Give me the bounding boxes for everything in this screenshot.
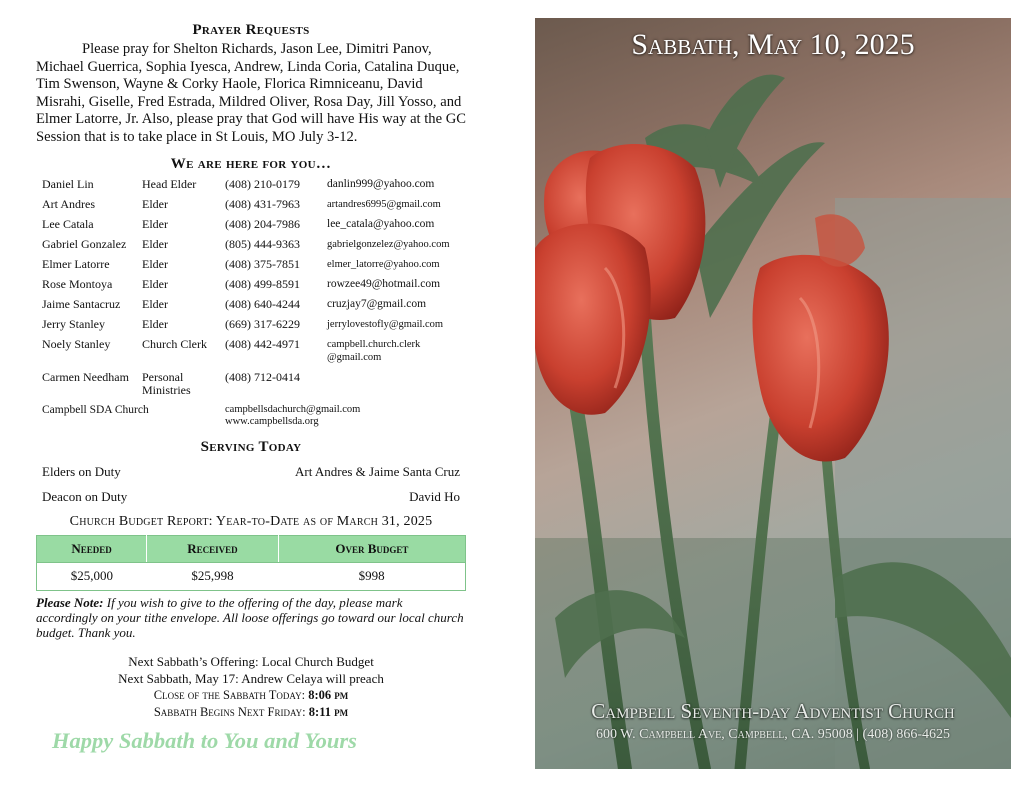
church-contact-links	[225, 404, 466, 429]
contact-row	[36, 278, 466, 291]
budget-value-received: $25,998	[147, 562, 279, 590]
contact-role: Elder	[142, 296, 168, 311]
contact-role: Elder	[142, 276, 168, 291]
note-text: If you wish to give to the offering of the day, please mark accordingly on your tithe envelope. All loose offerings go toward our local church budget. Thank you.	[36, 594, 464, 640]
cover-church-address: 600 W. Campbell Ave, Campbell, CA. 95008 | (408) 866-4625	[595, 727, 951, 742]
prayer-requests-body: Please pray for Shelton Richards, Jason Lee, Dimitri Panov, Michael Guerrica, Sophia Iyesca, Andrew, Linda Coria, Catalina Duque, Tim Swenson, Wayne & Corky Haole, Florica Rimniceanu, David Misrahi, Giselle, Fred Estrada, Mildred Oliver, Rosa Day, Jill Yosso, and Elmer Latorre, Jr. Also, please pray that God will have His way at the GC Session that is to take place in St Louis, MO July 3-12.	[36, 41, 467, 145]
contact-email[interactable]: danlin999@yahoo.com	[327, 177, 435, 190]
contact-email[interactable]: artandres6995@gmail.com	[327, 198, 441, 210]
contact-row	[36, 178, 466, 191]
contact-row	[36, 238, 466, 251]
contact-phone: (408) 640-4244	[225, 296, 300, 311]
contact-role: Personal Ministries	[142, 369, 191, 397]
budget-report-title: Church Budget Report: Year-to-Date as of March 31, 2025	[69, 513, 433, 529]
contact-phone: (669) 317-6229	[225, 316, 300, 331]
budget-header-needed: Needed	[37, 535, 147, 562]
budget-header-over: Over Budget	[278, 535, 465, 562]
contact-email[interactable]: jerrylovestofly@gmail.com	[327, 318, 444, 330]
contact-role: Church Clerk	[142, 336, 207, 351]
begin-time: 8:11 pm	[308, 704, 349, 719]
contact-name: Elmer Latorre	[42, 256, 110, 271]
contact-role: Elder	[142, 256, 168, 271]
happy-sabbath-greeting: Happy Sabbath to You and Yours	[52, 728, 357, 753]
note-label: Please Note:	[36, 594, 104, 610]
church-email[interactable]: campbellsdachurch@gmail.com	[225, 403, 361, 415]
contact-row	[36, 258, 466, 271]
contact-name: Gabriel Gonzalez	[42, 236, 127, 251]
duty-label: Deacon on Duty	[42, 488, 128, 504]
contact-name: Lee Catala	[42, 216, 94, 231]
budget-value-row	[37, 562, 466, 590]
contact-name: Rose Montoya	[42, 276, 113, 291]
budget-value-over: $998	[278, 562, 465, 590]
red-tulips-photo	[535, 18, 1011, 769]
close-time: 8:06 pm	[308, 687, 349, 702]
begin-label: Sabbath Begins Next Friday:	[153, 704, 306, 719]
contacts-title: We are here for you…	[170, 155, 332, 172]
next-offering: Next Sabbath’s Offering: Local Church Budget	[128, 653, 374, 669]
church-contact-row	[36, 404, 466, 429]
duty-row-deacon	[36, 489, 466, 505]
sabbath-begin-line	[36, 704, 466, 721]
budget-value-needed: $25,000	[37, 562, 147, 590]
contact-phone: (408) 499-8591	[225, 276, 300, 291]
close-label: Close of the Sabbath Today:	[153, 687, 306, 702]
offering-note	[36, 595, 466, 640]
contact-email[interactable]: rowzee49@hotmail.com	[327, 277, 441, 290]
budget-header-received: Received	[147, 535, 279, 562]
sabbath-close-line	[36, 687, 466, 704]
contact-phone: (408) 442-4971	[225, 336, 300, 351]
next-sabbath-info	[36, 653, 466, 721]
contact-phone: (805) 444-9363	[225, 236, 300, 251]
contact-name: Carmen Needham	[42, 369, 129, 384]
cover-date-title: Sabbath, May 10, 2025	[631, 28, 915, 61]
next-preacher: Next Sabbath, May 17: Andrew Celaya will preach	[118, 670, 384, 686]
contact-name: Daniel Lin	[42, 176, 94, 191]
duty-value: David Ho	[409, 488, 460, 504]
contact-row	[36, 198, 466, 211]
duty-row-elders	[36, 464, 466, 480]
bulletin-left-panel	[36, 22, 466, 721]
contact-row	[36, 338, 466, 364]
contact-name: Jerry Stanley	[42, 316, 105, 331]
cover-panel	[535, 18, 1011, 769]
contact-role: Elder	[142, 316, 168, 331]
serving-today-title: Serving Today	[200, 438, 302, 455]
contact-name: Noely Stanley	[42, 336, 111, 351]
contact-phone: (408) 375-7851	[225, 256, 300, 271]
contact-email[interactable]: gabrielgonzelez@yahoo.com	[327, 238, 450, 250]
contact-row	[36, 218, 466, 231]
contact-row	[36, 371, 466, 397]
contact-email[interactable]: lee_catala@yahoo.com	[327, 217, 435, 230]
contact-email[interactable]: elmer_latorre@yahoo.com	[327, 258, 440, 270]
contact-phone: (408) 204-7986	[225, 216, 300, 231]
prayer-requests-title: Prayer Requests	[192, 22, 310, 38]
contact-role: Elder	[142, 216, 168, 231]
contact-role: Elder	[142, 236, 168, 251]
duty-value: Art Andres & Jaime Santa Cruz	[295, 463, 460, 479]
contact-phone: (408) 210-0179	[225, 176, 300, 191]
contact-name: Jaime Santacruz	[42, 296, 121, 311]
contact-phone: (408) 431-7963	[225, 196, 300, 211]
contact-row	[36, 298, 466, 311]
contact-row	[36, 318, 466, 331]
church-website[interactable]: www.campbellsda.org	[225, 416, 319, 428]
contact-email[interactable]: cruzjay7@gmail.com	[327, 297, 427, 310]
cover-church-name: Campbell Seventh-day Adventist Church	[591, 699, 955, 723]
contacts-roster	[36, 178, 466, 397]
duty-label: Elders on Duty	[42, 463, 121, 479]
contact-role: Elder	[142, 196, 168, 211]
contact-role: Head Elder	[142, 176, 197, 191]
contact-phone: (408) 712-0414	[225, 369, 300, 384]
contact-name: Art Andres	[42, 196, 95, 211]
contact-email[interactable]: campbell.church.clerk @gmail.com	[327, 338, 421, 363]
church-name: Campbell SDA Church	[42, 403, 149, 416]
contact-email	[327, 371, 466, 397]
budget-table	[36, 535, 466, 591]
budget-header-row	[37, 535, 466, 562]
